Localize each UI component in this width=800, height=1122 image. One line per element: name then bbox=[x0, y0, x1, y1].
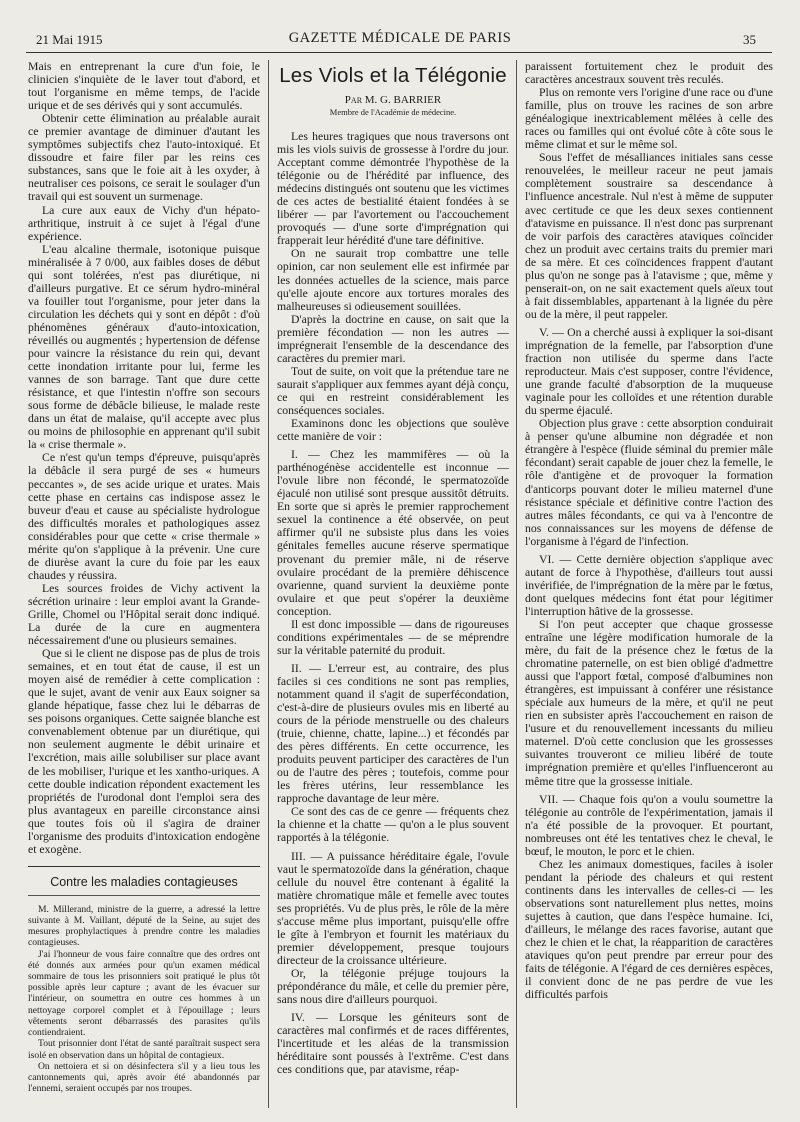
paragraph: Les sources froides de Vichy activent la sécrétion urinaire : leur emploi avant la Grande-Grille, Chomel ou l'Hôpital serait donc indiqué. La durée de la cure en augmentera nécessairement d'une ou plusieurs semaines. bbox=[28, 581, 260, 648]
news-brief bbox=[28, 904, 260, 1094]
paragraph: Ce n'est qu'un temps d'épreuve, puisqu'après la débâcle il sera purgé de ses « humeurs peccantes », de ses acide urique et urates. Mais cette phase en certains cas indispose assez le buveur d'eau et cause au spécialiste hydrologue des difficultés morales et pathologiques assez considérables pour que cette « crise thermale » mérite qu'on s'applique à la prévenir. Une cure de diurèse avant la cure du foie par les eaux chaudes y réussira. bbox=[28, 451, 260, 582]
column-2 bbox=[277, 60, 509, 1112]
header-rule bbox=[26, 52, 772, 53]
author-affiliation: Membre de l'Académie de médecine. bbox=[329, 107, 457, 117]
paragraph: V. — On a cherché aussi à expliquer la soi-disant imprégnation de la femelle, par l'absorption d'une fraction non utilisée du sperme dans l'acte reproducteur. Mais c'est supposer, contre l'évidence, une grande faculté d'absorption de la muqueuse vaginale pour les colloïdes et une rétention durable du sperme éjaculé. bbox=[525, 325, 773, 418]
paragraph: Tout prisonnier dont l'état de santé paraîtrait suspect sera isolé en observation dans un hôpital de contagieux. bbox=[28, 1038, 260, 1061]
paragraph: Si l'on peut accepter que chaque grossesse entraîne une légère modification humorale de la mère, du fait de la présence chez le fœtus de la chromatine paternelle, on est bien obligé d'admettre aussi que l'apport fœtal, composé d'albumines non étrangères, est impuissant à conférer une résistance spéciale aux humeurs de la mère, et qu'il ne peut rien en subsister après l'accouchement en raison de l'usure et du renouvellement incessants du milieu maternel. D'où cette conclusion que les grossesses suivantes trouveront ce milieu libéré de toute imprégnation première et qu'elles l'influenceront au même titre que la grossesse initiale. bbox=[525, 617, 773, 788]
article-author: Par M. G. BARRIER bbox=[344, 94, 442, 106]
section-title-rule bbox=[28, 895, 260, 896]
paragraph: Mais en entreprenant la cure d'un foie, le clinicien s'inquiète de le laver tout d'abord, et tout l'organisme en même temps, de l'acide urique et de ses dérivés qui y sont accumulés. bbox=[28, 60, 260, 113]
column-rule-1 bbox=[268, 60, 269, 1108]
paragraph: Il est donc impossible — dans de rigoureuses conditions expérimentales — de se méprendre sur la véritable paternité du produit. bbox=[277, 617, 509, 657]
section-divider bbox=[28, 866, 260, 867]
article-title: Les Viols et la Télégonie bbox=[279, 64, 507, 87]
paragraph: Tout de suite, on voit que la prétendue tare ne saurait s'appliquer aux femmes ayant déjà conçu, ce qui en restreint considérablement les conséquences sociales. bbox=[277, 364, 509, 417]
paragraph: III. — A puissance héréditaire égale, l'ovule vaut le spermatozoïde dans la génération, chaque cellule du nouvel être contenant à égalité la matière chromatique mâle et femelle avec toutes ses propriétés. Vu de plus près, le rôle de la mère s'accuse même plus important, puisqu'elle offre le gîte à l'embryon et fournit les matériaux du premier développement, presque toujours directeur de la croissance ultérieure. bbox=[277, 849, 509, 967]
paragraph: Ce sont des cas de ce genre — fréquents chez la chienne et la chatte — qu'on a le plus souvent rapportés à la télégonie. bbox=[277, 805, 509, 845]
paragraph: IV. — Lorsque les géniteurs sont de caractères mal confirmés et de races différentes, l'incertitude et les aléas de la transmission héréditaire sont poussés à l'extrême. C'est dans ces conditions que, par atavisme, réap- bbox=[277, 1011, 509, 1077]
page-number: 35 bbox=[743, 32, 756, 47]
paragraph: Chez les animaux domestiques, faciles à isoler pendant la période des chaleurs et qui restent continents dans les intervalles de celles-ci — les observations sont naturellement plus nettes, moins sujettes à caution, que dans l'espèce humaine. Ici, d'ailleurs, le mélange des races favorise, autant que chez le chien et le chat, la réapparition de caractères ataviques qu'on peut prendre par erreur pour des faits de télégonie. A l'égard de ces dernières espèces, il convient donc de ne pas perdre de vue les difficultés parfois bbox=[525, 857, 773, 1002]
paragraph: Objection plus grave : cette absorption conduirait à penser qu'une albumine non dégradée et non étrangère à l'espèce (fluide séminal du premier mâle fécondant) serait capable de jouer chez la femelle, le rôle d'antigène et de provoquer la formation d'anticorps pouvant doter le milieu maternel d'une résistance spéciale et définitive contre l'action des autres mâles fécondants, ce qui va à l'encontre de nos connaissances sur les moyens de défense de l'organisme à l'égard de l'infection. bbox=[525, 417, 773, 548]
paragraph: Obtenir cette élimination au préalable aurait ce premier avantage de diminuer d'autant les symptômes subjectifs chez l'auto-intoxiqué. Et dissoudre et faire filer par les reins ces substances, sans que le foie ait à les oxyder, à neutraliser ces poisons, ce serait le soulager d'un travail qui est souvent un surmenage. bbox=[28, 112, 260, 204]
paragraph: M. Millerand, ministre de la guerre, a adressé la lettre suivante à M. Vaillant, député de la Seine, au sujet des mesures prophylactiques à prendre contre les maladies contagieuses. bbox=[28, 903, 260, 949]
column-1 bbox=[28, 60, 260, 1112]
running-head bbox=[30, 28, 770, 48]
paragraph: L'eau alcaline thermale, isotonique puisque minéralisée à 7 0/00, aux faibles doses de début qui sont tolérées, n'est pas diurétique, ni d'ailleurs purgative. Et ce sérum hydro-minéral va fouiller tout l'organisme, pour jeter dans la circulation les déchets qui y sont en dépôt : d'où phénomènes généraux d'auto-intoxication, réveillés ou augmentés ; hypertension de défense pour vaincre la résistance du rein qui, devant cette inondation irritante pour lui, ferme les vannes de son barrage. Tant que dure cette résistance, et que l'intestin n'offre son secours sous forme de débâcle bilieuse, le malade reste dans un état de malaise, qu'il accepte avec plus ou moins de philosophie en apprenant qu'il subit la « crise thermale ». bbox=[28, 242, 260, 452]
paragraph: Plus on remonte vers l'origine d'une race ou d'une famille, plus on trouve les racines de son arbre généalogique inextricablement mêlées à celle des races ou familles qui ont évolué côte à côte sous le même climat et sur le même sol. bbox=[525, 86, 773, 152]
paragraph: VII. — Chaque fois qu'on a voulu soumettre la télégonie au contrôle de l'expérimentation, jamais il n'a été possible de la provoquer. Et pourtant, nombreuses ont été les tentatives chez le cheval, le bœuf, le mouton, le porc et le chien. bbox=[525, 792, 773, 858]
paragraph: Les heures tragiques que nous traversons ont mis les viols suivis de grossesse à l'ordre du jour. Acceptant comme démontrée l'hypothèse de la télégonie ou de l'hérédité par influence, des médecins distingués ont soutenu que les victimes de ces actes de bestialité étaient fondées à se libérer — par l'avortement ou l'accouchement provoqués — d'une sorte d'imprégnation qui frapperait leur hérédité d'une tare définitive. bbox=[277, 130, 509, 248]
column-3 bbox=[525, 60, 773, 1112]
paragraph: Sous l'effet de mésalliances initiales sans cesse renouvelées, le meilleur raceur ne peut jamais complètement soustraire sa descendance à l'influence ancestrale. Nul n'est à même de supputer avec certitude ce que les deux sexes contiennent d'atavisme en puissance. Il n'est donc pas surprenant de voir parfois des caractères ataviques coïncider chez un produit avec certains traits du premier mari de sa mère. Et ces coïncidences frappent d'autant plus qu'on ne songe pas à l'atavisme ; que, même y penserait-on, on ne sait exactement quels aïeux tout à fait dissemblables, appartenant à la lignée du père ou de la mère, il peut rappeler. bbox=[525, 151, 773, 321]
paragraph: I. — Chez les mammifères — où la parthénogénèse accidentelle est inconnue — l'ovule libre non fécondé, le spermatozoïde éjaculé non utilisé sont presque aussitôt détruits. En sorte que si après le premier rapprochement sexuel la continence a été observée, on peut affirmer qu'il ne subsiste plus dans les voies génitales femelles aucune réserve spermatique provenant du premier mâle, ni de réserve ovulaire procédant de la première déhiscence ovarienne, quand survient la deuxième ponte ovulaire et que peut s'opérer la deuxième conception. bbox=[277, 448, 509, 618]
paragraph: II. — L'erreur est, au contraire, des plus faciles si ces conditions ne sont pas remplies, notamment quand il s'agit de superfécondation, c'est-à-dire de plusieurs ovules mis en liberté au cours de la période menstruelle ou des chaleurs (truie, chienne, chatte, lapine...) et fécondés par des pères différents. En cette occurrence, les produits peuvent participer des caractères de l'un ou de l'autre des pères ; toutefois, comme pour les frères utérins, leur ressemblance les rapproche davantage de leur mère. bbox=[277, 661, 509, 806]
paragraph: Que si le client ne dispose pas de plus de trois semaines, et en tout état de cause, il est un moyen aisé de remédier à cette complication : que le sujet, avant de venir aux Eaux soigner sa glande hépatique, fasse chez lui le débarras de ses poisons organiques. Cette saignée blanche est convenablement obtenue par un diurétique, qui non seulement augmente le débit urinaire et l'excrétion, mais aille solubiliser sur place avant de les mobiliser, l'urique et les xantho-uriques. A cette double indication répondent exactement les propriétés de l'urodonal dont l'emploi sera des plus avantageux en pareille circonstance ainsi que toutes fois où il s'agira de drainer l'organisme des produits d'intoxication endogène et exogène. bbox=[28, 647, 260, 856]
paragraph: Examinons donc les objections que soulève cette manière de voir : bbox=[277, 417, 509, 444]
section-title: Contre les maladies contagieuses bbox=[50, 874, 238, 889]
paragraph: VI. — Cette dernière objection s'applique avec autant de force à l'hypothèse, d'ailleurs tout aussi invérifiée, de l'imprégnation de la mère par le fœtus, dont quelques médecins font état pour légitimer l'interruption hâtive de la grossesse. bbox=[525, 552, 773, 618]
paragraph: D'après la doctrine en cause, on sait que la première fécondation — non les autres — imprégnerait l'ensemble de la descendance des caractères du premier mari. bbox=[277, 312, 509, 365]
paragraph: paraissent fortuitement chez le produit des caractères ancestraux souvent très reculés. bbox=[525, 60, 773, 87]
paragraph: On nettoiera et si on désinfectera s'il y a lieu tous les cantonnements qui, après avoir été abandonnés par l'ennemi, seraient occupés par nos troupes. bbox=[28, 1060, 260, 1095]
paragraph: On ne saurait trop combattre une telle opinion, car non seulement elle est infirmée par les données actuelles de la science, mais parce qu'elle ajoute encore aux tortures morales des malheureuses si odieusement souillées. bbox=[277, 247, 509, 313]
journal-title: GAZETTE MÉDICALE DE PARIS bbox=[288, 30, 512, 46]
issue-date: 21 Mai 1915 bbox=[36, 32, 103, 47]
paragraph: Or, la télégonie préjuge toujours la prépondérance du mâle, et celle du premier père, sans nous dire d'ailleurs pourquoi. bbox=[277, 966, 509, 1007]
column-rule-2 bbox=[516, 60, 517, 1108]
paragraph: J'ai l'honneur de vous faire connaître que des ordres ont été donnés aux armées pour qu'un examen médical sommaire de tous les prisonniers soit pratiqué le plus tôt possible après leur capture ; avant de les évacuer sur l'intérieur, on soumettra en outre ces hommes à un nettoyage corporel complet et à l'épouillage ; leurs vêtements seront débarrassés des parasites qu'ils contiendraient. bbox=[28, 948, 260, 1039]
paragraph: La cure aux eaux de Vichy d'un hépato-arthritique, instruit à ce sujet à l'égal d'une expérience. bbox=[28, 203, 260, 243]
